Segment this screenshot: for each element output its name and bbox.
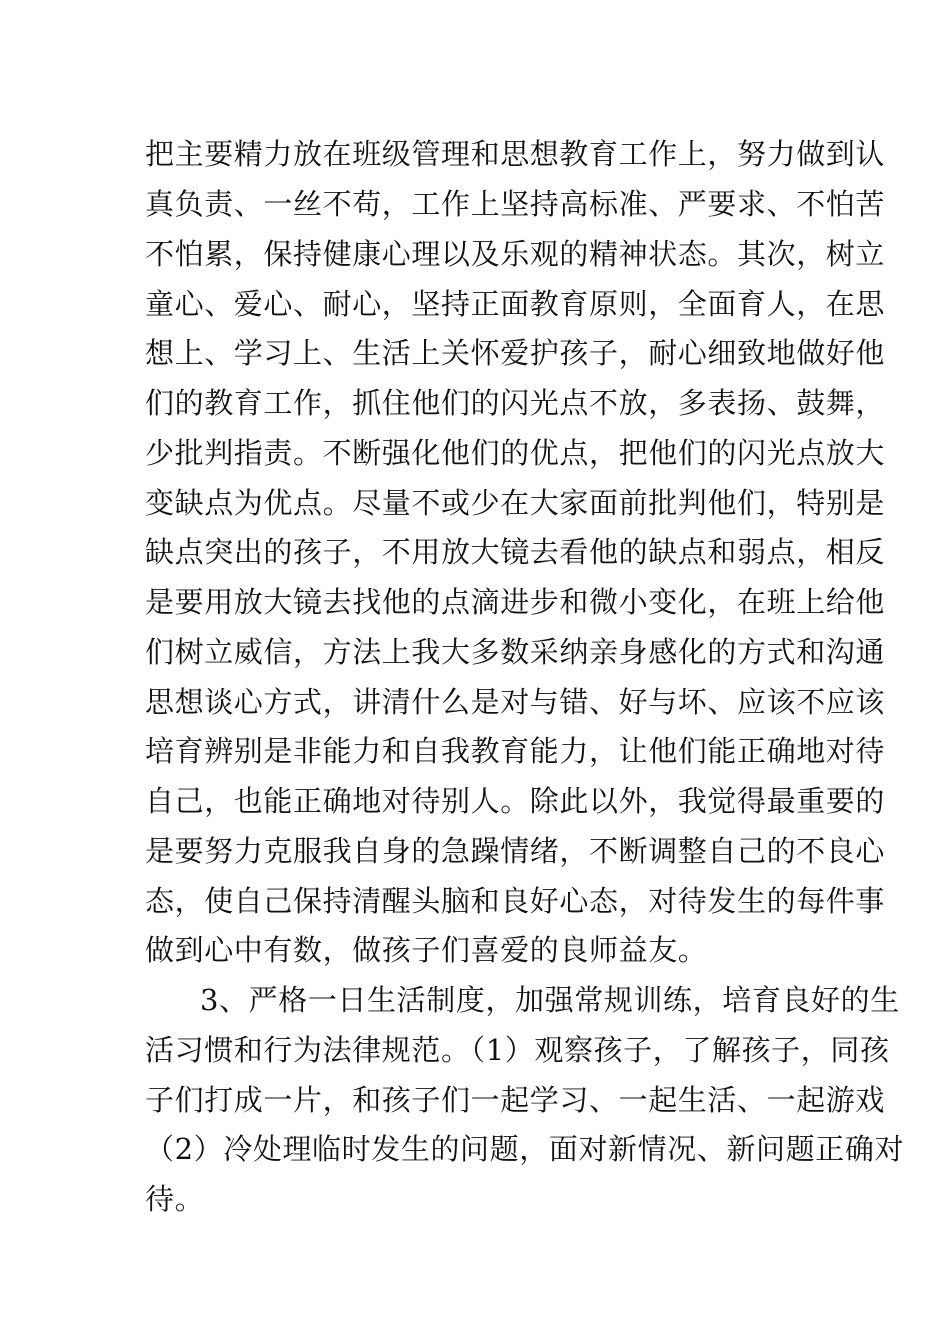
- text-line: 思想谈心方式，讲清什么是对与错、好与坏、应该不应该: [145, 685, 886, 719]
- text-line: 变缺点为优点。尽量不或少在大家面前批判他们，特别是: [145, 486, 886, 520]
- text-line: 不怕累，保持健康心理以及乐观的精神状态。其次，树立: [145, 237, 886, 271]
- text-line: （2）冷处理临时发生的问题，面对新情况、新问题正确对: [145, 1132, 905, 1166]
- paragraph-first-line: 3、严格一日生活制度，加强常规训练，培育良好的生: [200, 983, 900, 1017]
- text-line: 待。: [145, 1182, 205, 1216]
- text-line: 是要用放大镜去找他的点滴进步和微小变化，在班上给他: [145, 585, 886, 619]
- text-line: 做到心中有数，做孩子们喜爱的良师益友。: [145, 933, 708, 967]
- text-line: 是要努力克服我自身的急躁情绪，不断调整自己的不良心: [145, 834, 886, 868]
- text-line: 态，使自己保持清醒头脑和良好心态，对待发生的每件事: [145, 884, 886, 918]
- text-line: 们的教育工作，抓住他们的闪光点不放，多表扬、鼓舞，: [145, 386, 886, 420]
- text-line: 想上、学习上、生活上关怀爱护孩子，耐心细致地做好他: [145, 336, 886, 370]
- text-line: 把主要精力放在班级管理和思想教育工作上，努力做到认: [145, 137, 886, 171]
- text-line: 自己，也能正确地对待别人。除此以外，我觉得最重要的: [145, 784, 886, 818]
- text-line: 童心、爱心、耐心，坚持正面教育原则，全面育人，在思: [145, 287, 886, 321]
- text-line: 们树立威信，方法上我大多数采纳亲身感化的方式和沟通: [145, 635, 886, 669]
- text-line: 少批判指责。不断强化他们的优点，把他们的闪光点放大: [145, 436, 886, 470]
- text-line: 真负责、一丝不苟，工作上坚持高标准、严要求、不怕苦: [145, 187, 886, 221]
- text-line: 子们打成一片，和孩子们一起学习、一起生活、一起游戏: [145, 1083, 886, 1117]
- text-line: 缺点突出的孩子，不用放大镜去看他的缺点和弱点，相反: [145, 535, 886, 569]
- text-line: 培育辨别是非能力和自我教育能力，让他们能正确地对待: [145, 734, 886, 768]
- text-line: 活习惯和行为法律规范。（1）观察孩子，了解孩子，同孩: [145, 1033, 890, 1067]
